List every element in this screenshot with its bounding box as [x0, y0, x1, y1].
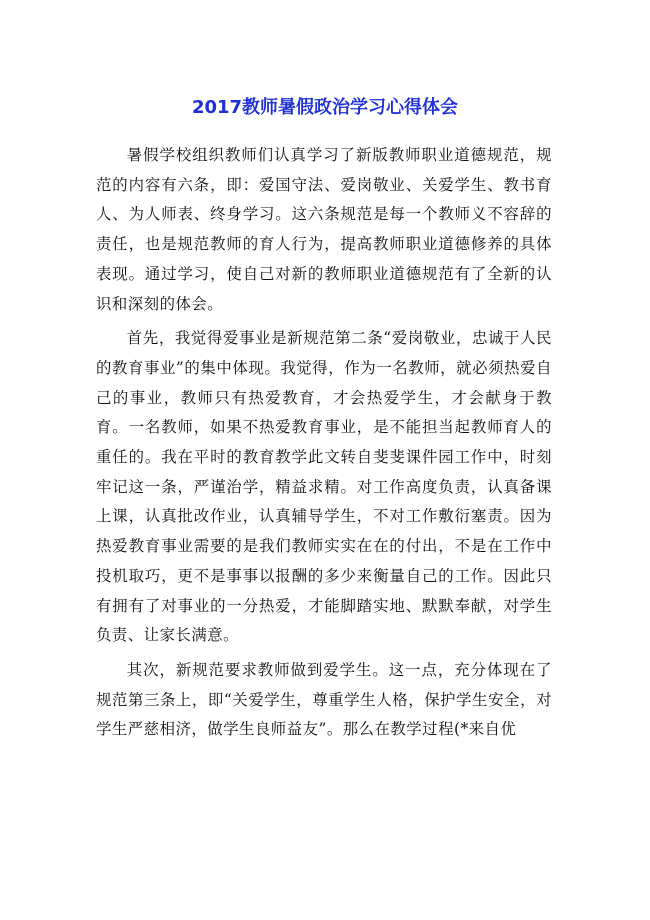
- paragraph-intro: 暑假学校组织教师们认真学习了新版教师职业道德规范，规范的内容有六条，即：爱国守法、爱岗敬业、关爱学生、教书育人、为人师表、终身学习。这六条规范是每一个教师义不容辞的责任，也是规范教师的育人行为，提高教师职业道德修养的具体表现。通过学习，使自己对新的教师职业道德规范有了全新的认识和深刻的体会。: [96, 146, 552, 313]
- document-body: [96, 141, 552, 745]
- document-title: 2017教师暑假政治学习心得体会: [191, 97, 459, 118]
- paragraph-love-career: 首先，我觉得爱事业是新规范第二条“爱岗敬业，忠诚于人民的教育事业”的集中体现。我觉得，作为一名教师，就必须热爱自己的事业，教师只有热爱教育，才会热爱学生，才会献身于教育。一名教师，如果不热爱教育事业，是不能担当起教师育人的重任的。我在平时的教育教学此文转自斐斐课件园工作中，时刻牢记这一条，严谨治学，精益求精。对工作高度负责，认真备课上课，认真批改作业，认真辅导学生，不对工作敷衍塞责。因为热爱教育事业需要的是我们教师实实在在的付出，不是在工作中投机取巧，更不是事事以报酬的多少来衡量自己的工作。因此只有拥有了对事业的一分热爱，才能脚踏实地、默默奉献，对学生负责、让家长满意。: [96, 329, 552, 645]
- paragraph-love-students: 其次，新规范要求教师做到爱学生。这一点，充分体现在了规范第三条上，即“关爱学生，尊重学生人格，保护学生安全，对学生严慈相济，做学生良师益友”。那么在教学过程(*来自优: [96, 660, 552, 739]
